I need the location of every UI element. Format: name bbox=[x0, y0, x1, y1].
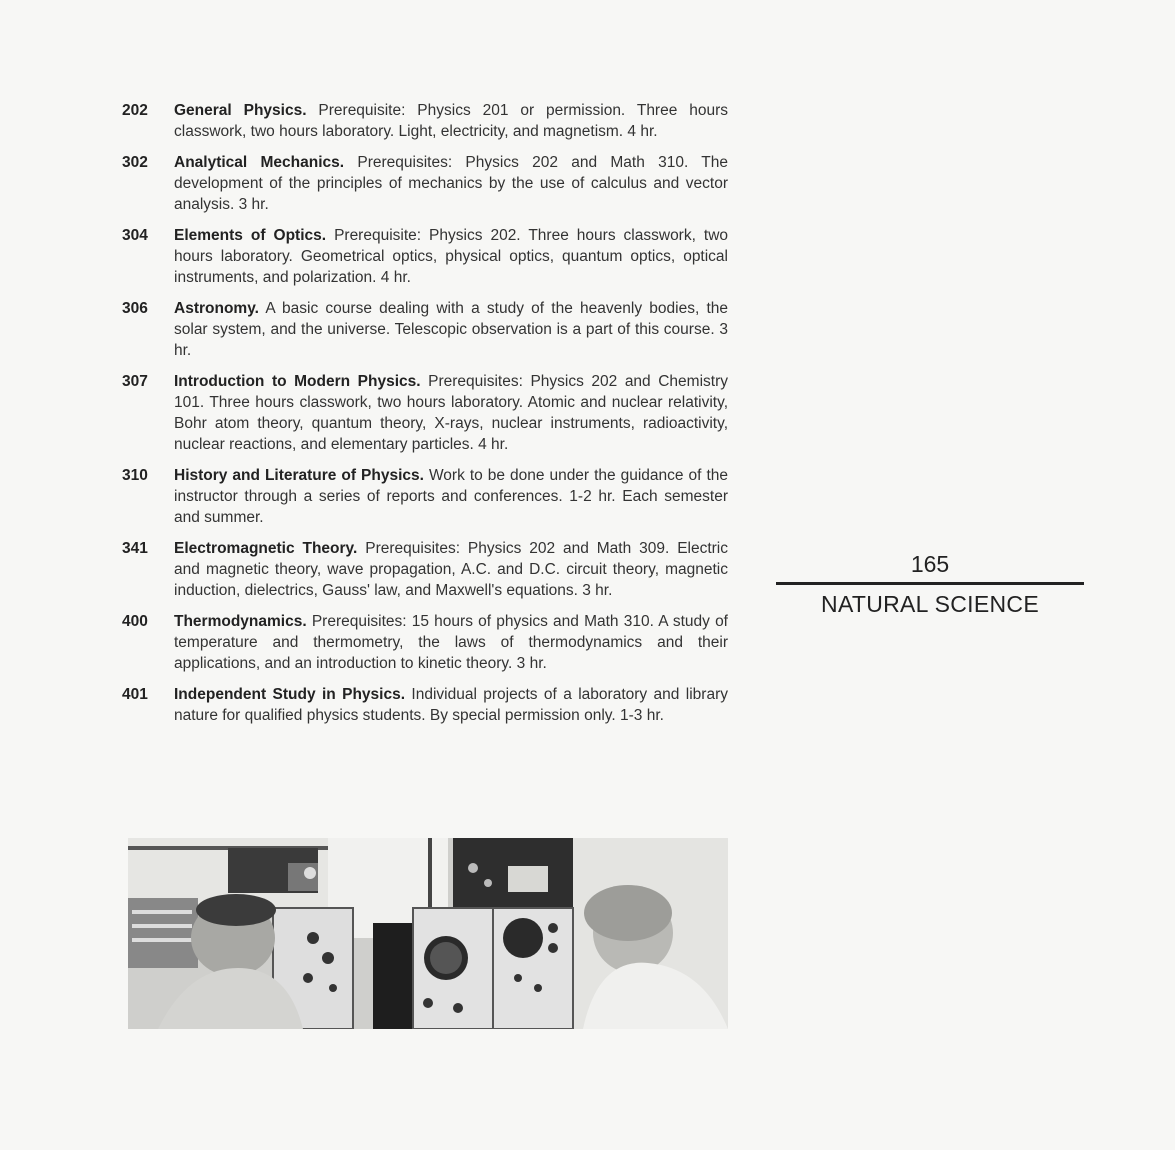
course-text: Work to be done under the guidance of the instructor through a series of reports and conferences. 1-2 hr. Each semester and summer. bbox=[174, 467, 728, 526]
course-description bbox=[174, 100, 728, 142]
course-text: Prerequisites: Physics 202 and Math 310. The development of the principles of mechanics by the use of calculus and vector analysis. 3 hr. bbox=[174, 154, 729, 213]
course-text: Prerequisite: Physics 201 or permission. Three hours classwork, two hours laboratory. Light, electricity, and magnetism. 4 hr. bbox=[174, 102, 728, 140]
course-entry bbox=[122, 152, 728, 215]
course-description bbox=[174, 465, 728, 528]
course-number: 202 bbox=[122, 102, 148, 119]
course-number: 302 bbox=[122, 154, 148, 171]
course-description bbox=[174, 225, 728, 288]
course-number: 307 bbox=[122, 373, 148, 390]
course-description bbox=[174, 684, 728, 726]
section-title: NATURAL SCIENCE bbox=[821, 591, 1039, 617]
course-description bbox=[174, 152, 728, 215]
course-title: Electromagnetic Theory. bbox=[174, 540, 358, 557]
course-text: Prerequisites: Physics 202 and Math 309. Electric and magnetic theory, wave propagation, A.C. and D.C. circuit theory, magnetic induction, dielectrics, Gauss' law, and Maxwell's equations. 3 hr. bbox=[174, 540, 729, 599]
course-description bbox=[174, 538, 728, 601]
course-number: 401 bbox=[122, 686, 148, 703]
course-text: Individual projects of a laboratory and library nature for qualified physics students. By special permission only. 1-3 hr. bbox=[174, 686, 728, 724]
course-number: 310 bbox=[122, 467, 148, 484]
course-entry bbox=[122, 371, 728, 455]
course-number: 304 bbox=[122, 227, 148, 244]
course-entry bbox=[122, 611, 728, 674]
course-entry bbox=[122, 100, 728, 142]
course-description bbox=[174, 298, 728, 361]
course-entry bbox=[122, 684, 728, 726]
course-entry bbox=[122, 225, 728, 288]
course-title: Independent Study in Physics. bbox=[174, 686, 406, 703]
course-text: Prerequisites: Physics 202 and Chemistry 101. Three hours classwork, two hours laboratory. Atomic and nuclear relativity, Bohr atom theory, quantum theory, X-rays, nuclear instruments, radioactivity, nuclear reactions, and elementary particles. 4 hr. bbox=[174, 373, 728, 453]
course-title: Astronomy. bbox=[174, 300, 259, 317]
course-title: Thermodynamics. bbox=[174, 613, 307, 630]
course-text: Prerequisites: 15 hours of physics and Math 310. A study of temperature and thermometry, the laws of thermodynamics and their applications, and an introduction to kinetic theory. 3 hr. bbox=[174, 613, 728, 672]
course-number: 306 bbox=[122, 300, 148, 317]
course-title: Elements of Optics. bbox=[174, 227, 327, 244]
course-text: Prerequisite: Physics 202. Three hours classwork, two hours laboratory. Geometrical optics, physical optics, quantum optics, optical instruments, and polarization. 4 hr. bbox=[174, 227, 729, 286]
lab-photo bbox=[128, 838, 728, 1029]
page-number: 165 bbox=[910, 551, 950, 577]
course-list bbox=[122, 100, 728, 736]
course-description bbox=[174, 611, 728, 674]
course-title: Analytical Mechanics. bbox=[174, 154, 345, 171]
course-title: General Physics. bbox=[174, 102, 307, 119]
course-entry bbox=[122, 538, 728, 601]
page-marker bbox=[776, 548, 1084, 618]
course-entry bbox=[122, 465, 728, 528]
course-text: A basic course dealing with a study of the heavenly bodies, the solar system, and the universe. Telescopic observation is a part of this course. 3 hr. bbox=[174, 300, 728, 359]
divider-rule bbox=[776, 582, 1084, 585]
course-number: 341 bbox=[122, 540, 148, 557]
course-title: History and Literature of Physics. bbox=[174, 467, 424, 484]
course-number: 400 bbox=[122, 613, 148, 630]
course-description bbox=[174, 371, 728, 455]
course-entry bbox=[122, 298, 728, 361]
course-title: Introduction to Modern Physics. bbox=[174, 373, 421, 390]
